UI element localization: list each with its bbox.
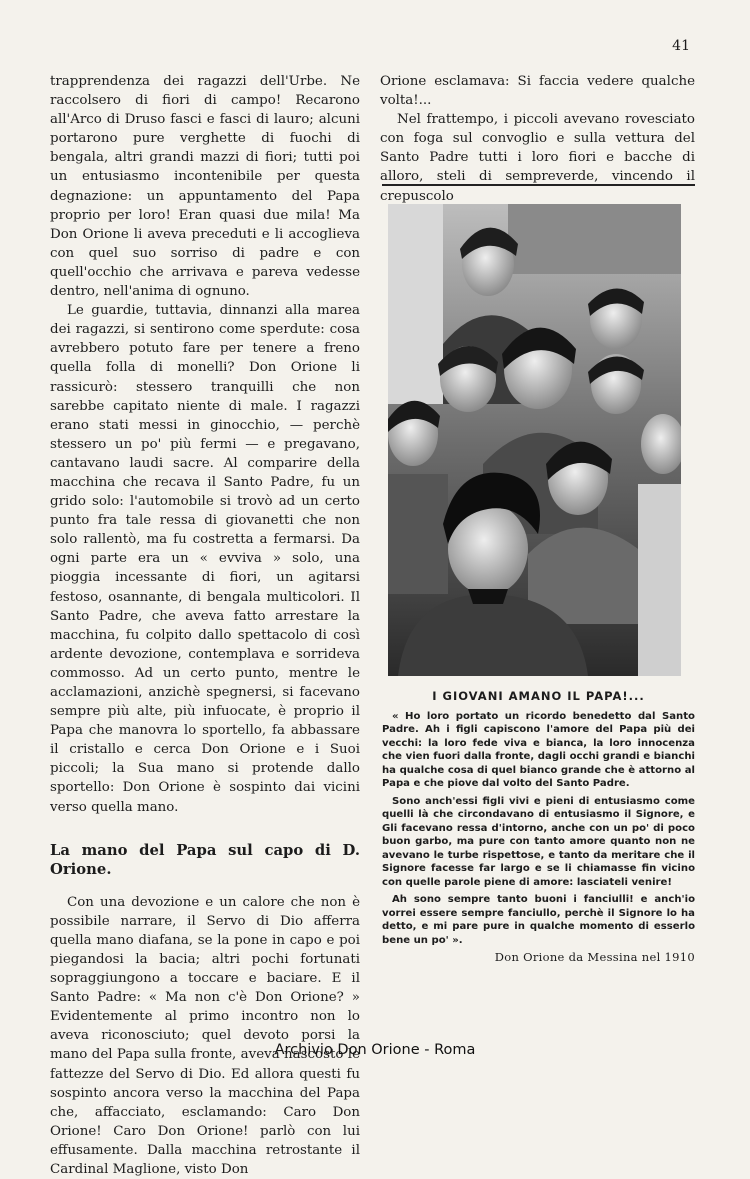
- boy-right-edge: [638, 414, 681, 676]
- caption-title: I GIOVANI AMANO IL PAPA!...: [432, 689, 645, 703]
- group-photo: [388, 204, 681, 676]
- caption-paragraph-1: « Ho loro portato un ricordo benedetto dal Santo Padre. Ah i figli capiscono l'amore del Papa più dei vecchi: la loro fede viva e bianca, la loro innocenza che vien fuori dalla fronte, dagli occhi grandi e bianchi ha qualche cosa di quel bianco grande che è attorno al Papa e che piove dal volto del Santo Padre.: [382, 710, 695, 789]
- left-paragraph-1: trapprendenza dei ragazzi dell'Urbe. Ne raccolsero di fiori di campo! Recarono all'Arco di Druso fasci e fasci di lauro; alcuni portarono pure verghette di fuochi di bengala, altri grandi mazzi di fiori; tutti poi un entusiasmo incontenibile per questa degnazione: un appuntamento del Papa proprio per loro! Eran quasi due mila! Ma Don Orione li aveva preceduti e li accoglieva con quel suo sorriso di padre e con quell'occhio che arrivava e pareva vedesse dentro, nell'anima di ognuno.: [50, 74, 360, 300]
- photo-caption: [382, 690, 695, 965]
- column-divider-rule: [382, 184, 695, 186]
- right-paragraph-2: Nel frattempo, i piccoli avevano rovesciato con foga sul convoglio e sulla vettura del Santo Padre tutti i loro fiori e bacche di alloro, steli di sempreverde, vincendo il crepuscolo: [380, 112, 695, 204]
- archive-footer: Archivio Don Orione - Roma: [274, 1042, 476, 1058]
- left-section-paragraph: Con una devozione e un calore che non è possibile narrare, il Servo di Dio afferra quella mano diafana, se la pone in capo e poi piegandosi la bacia; altri pochi fortunati sopraggiungono a toccare e baciare. E il Santo Padre: « Ma non c'è Don Orione? » Evidentemente al primo incontro non lo aveva riconosciuto; quel devoto porsi la mano del Papa sulla fronte, aveva nascosto le fattezze del Servo di Dio. Ed allora questi fu sospinto ancora verso la macchina del Papa che, affacciato, esclamando: Caro Don Orione! Caro Don Orione! parlò con lui effusamente. Dalla macchina retrostante il Cardinal Maglione, visto Don: [50, 894, 360, 1177]
- caption-paragraph-3: Ah sono sempre tanto buoni i fanciulli! e anch'io vorrei essere sempre fanciullo, perchè il Signore lo ha detto, e mi pare pure in qualche momento di esserlo bene un po' ».: [382, 894, 695, 946]
- right-paragraph-1: Orione esclamava: Si faccia vedere qualche volta!...: [380, 74, 695, 109]
- caption-signature: Don Orione da Messina nel 1910: [494, 950, 695, 964]
- section-heading: La mano del Papa sul capo di D. Orione.: [50, 841, 360, 878]
- left-paragraph-2: Le guardie, tuttavia, dinnanzi alla marea dei ragazzi, si sentirono come sperdute: cosa avrebbero potuto fare per tenere a freno quella folla di monelli? Don Orione li rassicurò: stessero tranquilli che non sarebbe capitato niente di male. I ragazzi erano stati messi in ginocchio, — perchè stessero un po' più fermi — e pregavano, cantavano laudi sacre. Al comparire della macchina che recava il Santo Padre, fu un grido solo: l'automobile si trovò ad un certo punto fra tale ressa di giovanetti che non solo rallentò, ma fu costretta a fermarsi. Da ogni parte era un « evviva » solo, una pioggia incessante di fiori, un agitarsi festoso, osannante, di bengala multicolori. Il Santo Padre, che aveva fatto arrestare la macchina, fu colpito dallo spettacolo di così ardente devozione, contemplava e sorrideva commosso. Ad un certo punto, mentre le acclamazioni, anzichè spegnersi, si facevano sempre più alte, più infuocate, è proprio il Papa che manovra lo sportello, fa abbassare il cristallo e cerca Don Orione e i Suoi piccoli; la Sua mano si protende dallo sportello: Don Orione è sospinto dai vicini verso quella mano.: [50, 303, 360, 815]
- page-number: 41: [672, 38, 690, 54]
- left-column: [50, 72, 360, 1179]
- group-photo-illustration: [388, 204, 681, 676]
- caption-paragraph-2: Sono anch'essi figli vivi e pieni di entusiasmo come quelli là che circondavano di entusiasmo il Signore, e Gli facevano ressa d'intorno, anche con un po' di poco buon garbo, ma pure con tanto amore quanto non ne avevano le turbe rispettose, e tanto da meritare che il Signore facesse far largo e se li chiamasse fin vicino con quelle parole piene di amore: lasciateli venire!: [382, 795, 695, 888]
